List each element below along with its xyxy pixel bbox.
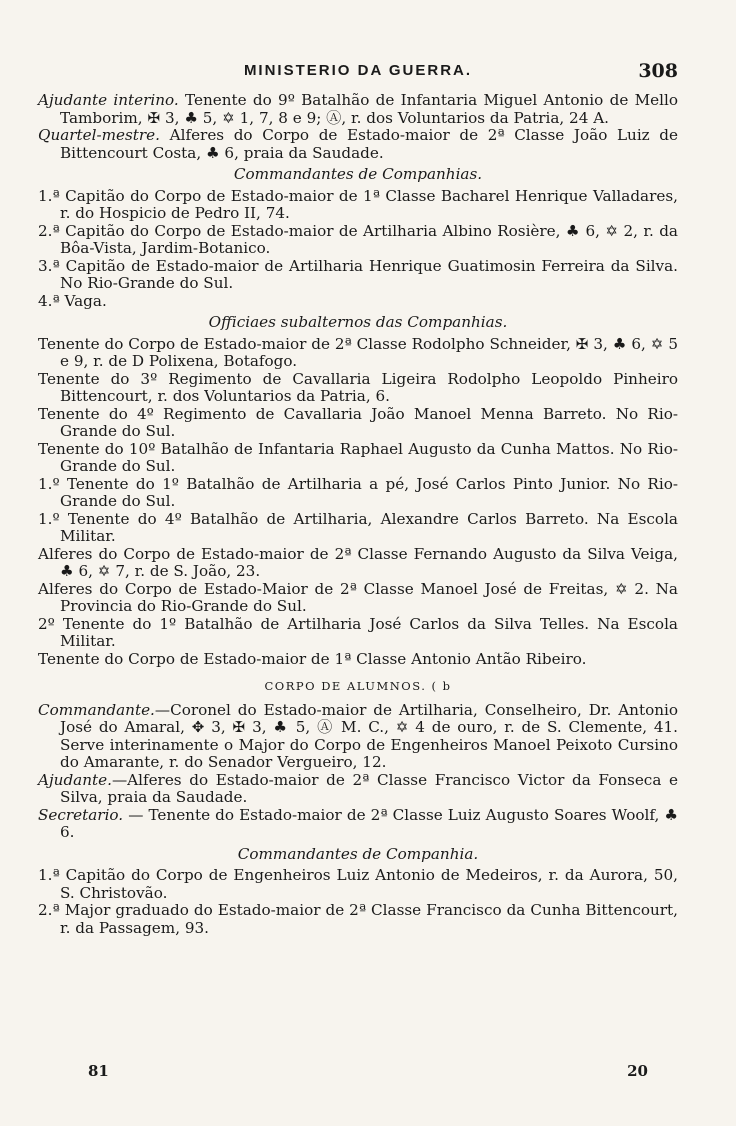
entry-label: Ajudante. — [38, 770, 112, 789]
folio-number: 20 — [627, 1062, 648, 1080]
entry-text: —Alferes do Estado-maior de 2ª Classe Francisco Victor da Fonseca e Silva, praia da Saudade. — [60, 770, 678, 806]
entry-label: Ajudante interino. — [38, 91, 179, 109]
heading-corpo-de-alumnos: CORPO DE ALUMNOS. ( b — [264, 679, 452, 693]
list-item: 1.ª Capitão do Corpo de Estado-maior de 1ª Classe Bacharel Henrique Valladares, r. do Hospicio de Pedro II, 74. — [38, 186, 678, 222]
entry-text: — Tenente do Estado-maior de 2ª Classe Luiz Augusto Soares Woolf, ♣ 6. — [60, 805, 678, 841]
signature-mark: 81 — [88, 1062, 109, 1080]
page-footer — [88, 1062, 648, 1084]
body-text — [38, 92, 678, 937]
entry-label: Commandante. — [38, 700, 155, 719]
list-item: 3.ª Capitão de Estado-maior de Artilharia Henrique Guatimosin Ferreira da Silva. No Rio-Grande do Sul. — [38, 256, 678, 292]
list-item: 2.ª Major graduado do Estado-maior de 2ª Classe Francisco da Cunha Bittencourt, r. da Passagem, 93. — [38, 901, 678, 937]
list-item: Tenente do 3º Regimento de Cavallaria Ligeira Rodolpho Leopoldo Pinheiro Bittencourt, r. dos Voluntarios da Patria, 6. — [38, 369, 678, 405]
entry-label: Secretario. — [38, 805, 124, 824]
entry-label: Quartel-mestre. — [38, 126, 160, 144]
entry-ajudante — [38, 772, 678, 807]
list-item: 1.ª Capitão do Corpo de Engenheiros Luiz Antonio de Medeiros, r. da Aurora, 50, S. Christovão. — [38, 866, 678, 902]
list-item: 4.ª Vaga. — [38, 291, 107, 310]
heading-commandantes-companhias: Commandantes de Companhias. — [233, 165, 483, 183]
list-item: Alferes do Corpo de Estado-maior de 2ª Classe Fernando Augusto da Silva Veiga, ♣ 6, ✡ 7, r. de S. João, 23. — [38, 544, 678, 580]
page-number: 308 — [638, 60, 678, 82]
entry-ajudante-interino — [38, 92, 678, 127]
running-head — [38, 58, 678, 86]
list-item: Tenente do 10º Batalhão de Infantaria Raphael Augusto da Cunha Mattos. No Rio-Grande do Sul. — [38, 439, 678, 475]
entry-text: —Coronel do Estado-maior de Artilharia, Conselheiro, Dr. Antonio José do Amaral, ✥ 3, ✠ 3, ♣ 5, Ⓐ M. C., ✡ 4 de ouro, r. de S. Clemente, 41. Serve interinamente o Major do Corpo de Engenheiros Manoel Peixoto Cursino do Amarante, r. do Senador Vergueiro, 12. — [60, 700, 678, 771]
page-title: MINISTERIO DA GUERRA. — [243, 62, 473, 79]
list-item: Tenente do Corpo de Estado-maior de 1ª Classe Antonio Antão Ribeiro. — [38, 649, 587, 668]
list-item: 1.º Tenente do 4º Batalhão de Artilharia, Alexandre Carlos Barreto. Na Escola Militar. — [38, 509, 678, 545]
heading-commandantes-companhia: Commandantes de Companhia. — [237, 844, 479, 863]
list-item: Tenente do Corpo de Estado-maior de 2ª Classe Rodolpho Schneider, ✠ 3, ♣ 6, ✡ 5 e 9, r. de D Polixena, Botafogo. — [38, 334, 678, 370]
list-item: Tenente do 4º Regimento de Cavallaria João Manoel Menna Barreto. No Rio-Grande do Sul. — [38, 404, 678, 440]
list-item: Alferes do Corpo de Estado-Maior de 2ª Classe Manoel José de Freitas, ✡ 2. Na Provincia do Rio-Grande do Sul. — [38, 579, 678, 615]
list-item: 1.º Tenente do 1º Batalhão de Artilharia a pé, José Carlos Pinto Junior. No Rio-Grande do Sul. — [38, 474, 678, 510]
entry-text: Alferes do Corpo de Estado-maior de 2ª Classe João Luiz de Bittencourt Costa, ♣ 6, praia da Saudade. — [60, 126, 679, 162]
entry-text: Tenente do 9º Batalhão de Infantaria Miguel Antonio de Mello Tamborim, ✠ 3, ♣ 5, ✡ 1, 7, 8 e 9; Ⓐ, r. dos Voluntarios da Patria, 24 A. — [60, 91, 678, 127]
list-item: 2º Tenente do 1º Batalhão de Artilharia José Carlos da Silva Telles. Na Escola Militar. — [38, 614, 678, 650]
entry-commandante — [38, 702, 678, 772]
heading-officiaes-subalternos: Officiaes subalternos das Companhias. — [208, 313, 508, 331]
list-item: 2.ª Capitão do Corpo de Estado-maior de Artilharia Albino Rosière, ♣ 6, ✡ 2, r. da Bôa-Vista, Jardim-Botanico. — [38, 221, 678, 257]
entry-secretario — [38, 807, 678, 842]
entry-quartel-mestre — [38, 127, 678, 162]
